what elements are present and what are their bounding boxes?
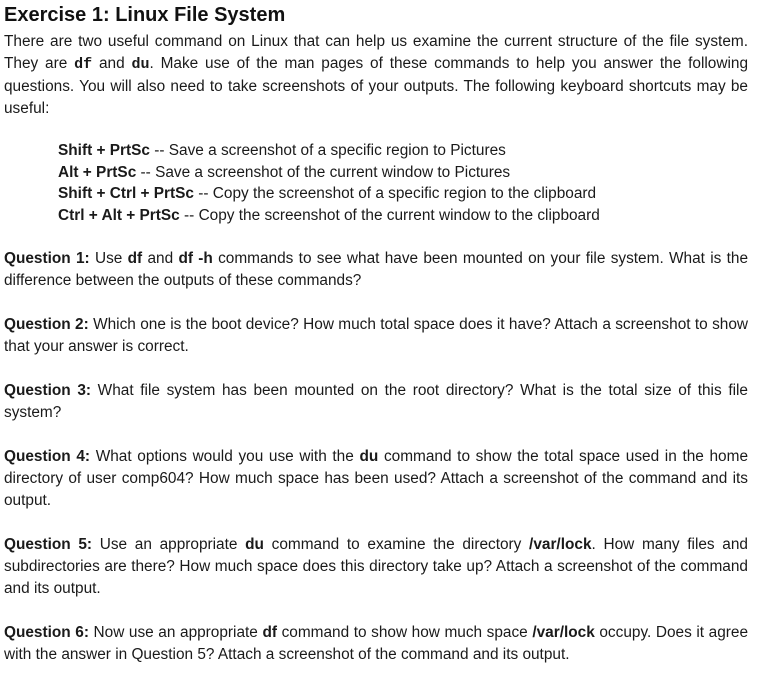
question-4	[4, 446, 748, 512]
question-command: df	[262, 624, 277, 641]
question-text: . How many files and subdirectories are there? How much space does this directory take up? Attach a screenshot of the command and its output.	[4, 536, 748, 597]
question-label: Question 3:	[4, 382, 92, 399]
shortcut-description: Copy the screenshot of the current window to the clipboard	[198, 206, 600, 224]
question-command: df	[127, 250, 143, 267]
question-path: /var/lock	[529, 536, 592, 553]
question-command: du	[245, 536, 264, 553]
intro-paragraph	[4, 31, 748, 120]
shortcut-description: Save a screenshot of a specific region to Pictures	[168, 142, 506, 159]
shortcut-keys: Shift + Ctrl + PrtSc	[58, 185, 194, 202]
shortcut-keys: Ctrl + Alt + PrtSc	[58, 206, 180, 224]
question-label: Question 2:	[4, 316, 89, 333]
shortcut-item	[58, 183, 748, 205]
question-text: Use an appropriate	[92, 536, 246, 553]
question-6	[4, 622, 748, 666]
question-2	[4, 314, 748, 358]
document-page	[4, 2, 748, 666]
page-title: Exercise 1: Linux File System	[4, 4, 286, 26]
question-text: and	[142, 250, 179, 267]
intro-text-1: There are two useful command on Linux that can help us examine the current structure of the file system. They are	[4, 33, 748, 72]
question-text: Use	[89, 250, 128, 267]
question-label: Question 5:	[4, 536, 93, 553]
question-5	[4, 534, 748, 600]
question-label: Question 4:	[4, 448, 91, 465]
question-text: occupy. Does it agree with the answer in Question 5? Attach a screenshot of the command and its output.	[4, 624, 748, 663]
question-label: Question 1:	[4, 250, 90, 267]
question-text: command to show the total space used in the home directory of user comp604? How much space has been used? Attach a screenshot of the command and its output.	[4, 448, 748, 509]
question-command: df -h	[178, 250, 213, 267]
question-label: Question 6:	[4, 624, 89, 641]
shortcut-description: Copy the screenshot of a specific region to the clipboard	[212, 185, 597, 202]
question-text: What options would you use with the	[90, 448, 360, 465]
intro-cmd-df: df	[74, 56, 93, 73]
shortcut-item	[58, 162, 748, 184]
question-1	[4, 248, 748, 292]
shortcut-separator: --	[193, 185, 213, 202]
question-text: commands to see what have been mounted on your file system. What is the difference between the outputs of these commands?	[4, 250, 749, 289]
question-command: du	[359, 448, 379, 465]
shortcut-list	[58, 140, 748, 226]
question-text: Which one is the boot device? How much total space does it have? Attach a screenshot to show that your answer is correct.	[4, 316, 748, 355]
shortcut-keys: Shift + PrtSc	[58, 142, 150, 159]
shortcut-separator: --	[179, 206, 199, 224]
intro-text-and: and	[92, 55, 132, 72]
shortcut-separator: --	[136, 163, 156, 181]
question-text: Now use an appropriate	[88, 624, 263, 641]
shortcut-item	[58, 140, 748, 162]
shortcut-keys: Alt + PrtSc	[58, 163, 137, 181]
question-text: command to show how much space	[276, 624, 533, 641]
shortcut-separator: --	[149, 142, 169, 159]
question-text: command to examine the directory	[263, 536, 530, 553]
question-path: /var/lock	[532, 624, 595, 641]
question-3	[4, 380, 748, 424]
shortcut-description: Save a screenshot of the current window to Pictures	[155, 163, 511, 181]
intro-text-2: . Make use of the man pages of these commands to help you answer the following questions. You will also need to take screenshots of your outputs. The following keyboard shortcuts may be useful:	[4, 55, 749, 117]
shortcut-item	[58, 205, 748, 227]
intro-cmd-du: du	[131, 56, 150, 73]
question-text: What file system has been mounted on the root directory? What is the total size of this file system?	[4, 382, 748, 421]
